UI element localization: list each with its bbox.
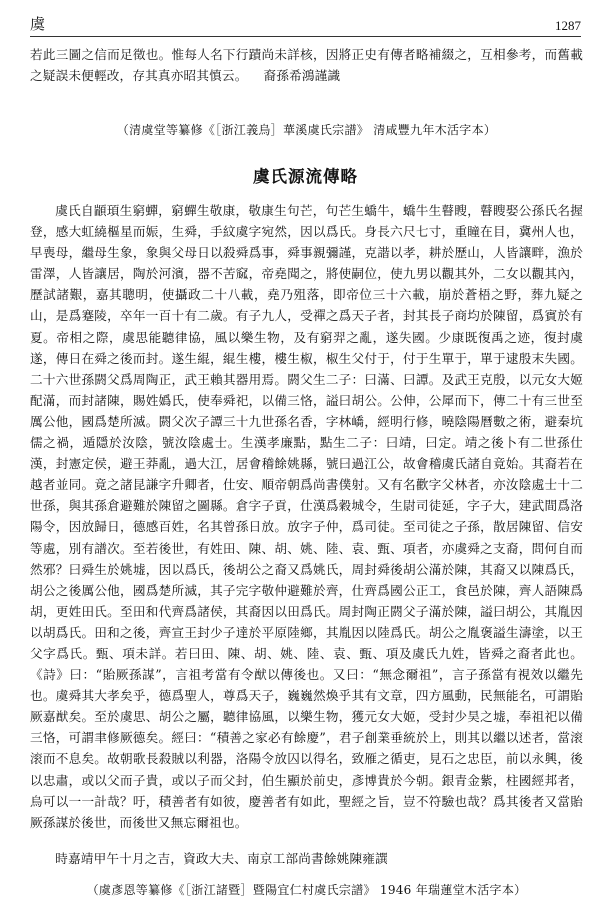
prior-signer: 裔孫希鴻謹識 [263,68,341,84]
closing-line: 時嘉靖甲午十月之吉，資政大夫、南京工部尚書餘姚陳雍譔 [55,851,388,866]
prior-paragraph [30,44,583,86]
page-number: 1287 [555,18,581,33]
source-citation-1: （清虞堂等纂修《［浙江義烏］華溪虞氏宗譜》 清咸豐九年木活字本） [116,123,497,137]
main-text [30,200,583,833]
page-header [30,14,581,37]
section-title: 虞氏源流傳略 [253,167,358,186]
prior-paragraph-text: 若此三圖之信而足徵也。惟每人名下行蹟尚未詳核，因將正史有傳者略補綴之，互相參考，而舊載之疑誤未便輕改，存其真亦昭其慎云。 [30,47,583,84]
source-citation-2: （虞彥恩等纂修《［浙江諸暨］暨陽宜仁村虞氏宗譜》 1946 年瑞蓮堂木活字本） [86,883,527,897]
header-surname: 虞 [30,15,46,33]
main-paragraph: 虞氏自顓頊生窮蟬，窮蟬生敬康，敬康生句芒，句芒生蟜牛，蟜牛生瞽瞍，瞽瞍娶公孫氏名握登，感大虹繞樞星而娠，生舜，手紋虞字宛然，因以爲氏。身長六尺七寸，重瞳在目，冀州人也，早喪母，繼母生象，象與父母日以殺舜爲事，舜事親彌謹，克諧以孝，耕於歷山，人皆讓畔，漁於雷澤，人皆讓居，陶於河濱，器不苦窳，帝堯聞之，將使嗣位，使九男以觀其外，二女以觀其內，歷試諸艱，嘉其聰明，使攝政二十八載，堯乃殂落，即帝位三十六載，崩於蒼梧之野，葬九疑之山，是爲蹇陵，卒年一百十有二歲。有子九人，受禪之爲天子者，封其長子商均於陳留，爲賓於有夏。帝相之際，虞思能聽律協，風以樂生物，及有窮羿之亂，遂失國。少康既復禹之迹，復封虞遂，傳日在舜之後而封。遂生緄，緄生樓，樓生椒，椒生父付于，付于生單于，單于逮殷末失國。二十六世孫閼父爲周陶正，武王賴其器用焉。閼父生二子：曰滿、曰譚。及武王克殷，以元女大姬配滿，而封諸陳，賜姓嬀氏，使奉舜祀，以備三恪，謚曰胡公。公伸，公犀而下，傳二十有三世至厲公他，國爲楚所滅。閼父次子譚三十九世孫名香，字林嶠，經明行修，曉陰陽曆數之術，避秦坑儒之禍，遁隱於汝陰，號汝陰處士。生漢孝廉點，點生二子：曰靖，曰定。靖之後卜有二世孫仕漢，封憲定侯，避王莽亂，過大江，居會稽餘姚縣，號曰過江公，故會稽虞氏諸自竟始。其裔若在越者並同。竟之諸昆謙字升卿者，仕安、順帝朝爲尚書僕射。又有名歡字父林者，亦汝陰處士十二世孫，與其孫倉避難於陳留之圖縣。倉字子貢，仕漢爲穀城令，生尉司徒延，字子大，建武間爲洛陽令，因放歸日，德感百姓，名其曾孫日放。放字子仲，爲司徒。至司徒之子孫，散居陳留、信安等處，別有譜次。至若後世，有姓田、陳、胡、姚、陸、袁、甄、項者，亦虞舜之支裔，問何自而然邪？曰舜生於姚墟，因以爲氏，後胡公之裔又爲姚氏，周封舜後胡公滿於陳，其裔又以陳爲氏，胡公之後厲公他，國爲楚所滅，其子完字敬仲避難於齊，仕齊爲國公正工，食邑於陳，齊人語陳爲胡，更姓田氏。至田和代齊爲諸侯，其裔因以田爲氏。周封陶正閼父子滿於陳，謚曰胡公，其胤因以胡爲氏。田和之後，齊宣王封少子達於平原陸鄉，其胤因以陸爲氏。胡公之胤褒謚生濤塗，以王父字爲氏。甄、項未詳。若曰田、陳、胡、姚、陸、袁、甄、項及虞氏九姓，皆舜之裔者此也。《詩》曰：“貽厥孫謀”，言祖考當有令猷以傳後也。又曰：“無念爾祖”，言子孫當有視效以繼先也。虞舜其大孝矣乎，德爲聖人，尊爲天子，巍巍然煥乎其有文章，四方風動，民無能名，可謂貽厥嘉猷矣。至於虞思、胡公之屬，聽律協風，以樂生物，獲元女大姬，受封少昊之墟，奉祖祀以備三恪，可謂聿修厥德矣。經曰：“積善之家必有餘慶”，君子創業垂統於上，則其以繼以述者，當滚滚而不息矣。故朝歌長殺賊以利器，洛陽令放囚以得名，致雁之循吏，見石之忠臣，前以永興，後以忠肅，或以父而子貴，或以子而父封，伯生顯於前史，彥博貴於今朝。銀青金紫，柱國經邦者，烏可以一一計哉？吁，積善者有如彼，慶善者有如此，聖經之旨，豈不符驗也哉？爲其後者又當貽厥孫謀於後世，而後世又無忘爾祖也。 [30,203,583,830]
prior-section-text [30,44,583,86]
